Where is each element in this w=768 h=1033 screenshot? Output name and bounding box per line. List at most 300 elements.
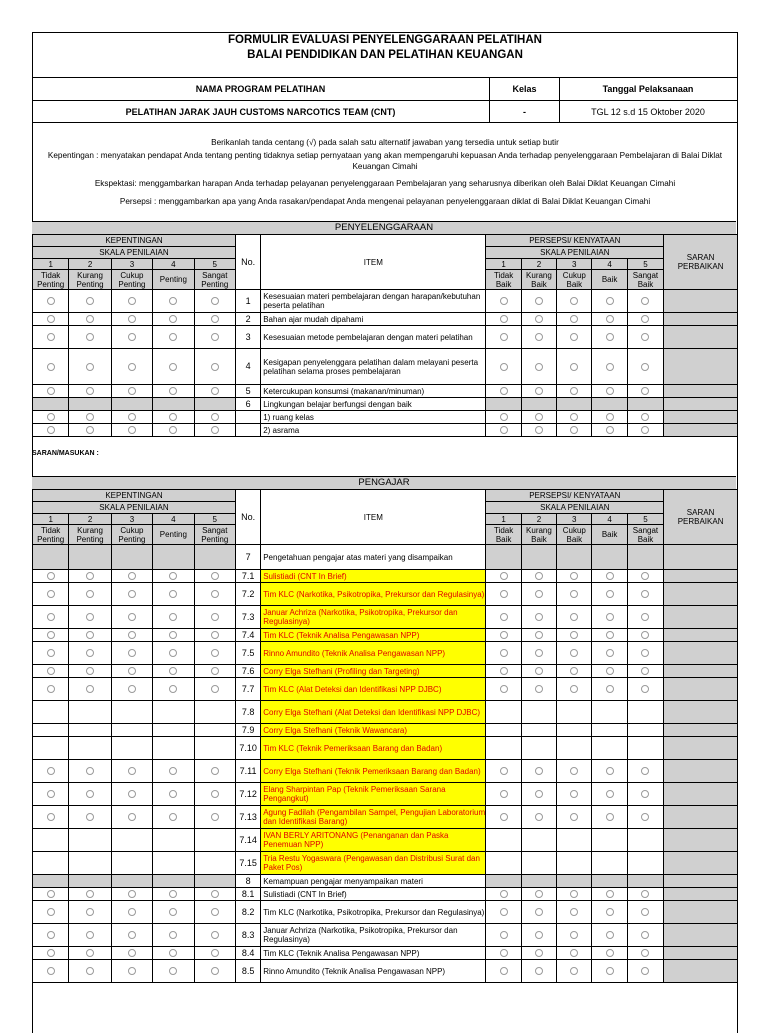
kepentingan-radio-3[interactable] <box>128 315 136 323</box>
kepentingan-radio-5[interactable] <box>211 333 219 341</box>
persepsi-radio-5-cell <box>627 313 663 326</box>
persepsi-radio-4[interactable] <box>606 333 614 341</box>
kepentingan-radio-1[interactable] <box>47 967 55 975</box>
persepsi-radio-2[interactable] <box>535 572 543 580</box>
empty-cell <box>557 545 592 570</box>
persepsi-radio-3[interactable] <box>570 426 578 434</box>
persepsi-radio-5[interactable] <box>641 667 649 675</box>
tanggal-label: Tanggal Pelaksanaan <box>602 84 694 94</box>
table-row <box>33 349 738 385</box>
kepentingan-radio-1-cell <box>33 411 69 424</box>
persepsi-radio-5[interactable] <box>641 413 649 421</box>
persepsi-radio-2[interactable] <box>535 790 543 798</box>
persepsi-radio-2[interactable] <box>535 667 543 675</box>
kepentingan-radio-4[interactable] <box>169 631 177 639</box>
table-row <box>33 678 738 701</box>
persepsi-radio-4[interactable] <box>606 297 614 305</box>
kepentingan-radio-3[interactable] <box>128 949 136 957</box>
kepentingan-radio-3[interactable] <box>128 631 136 639</box>
persepsi-radio-2[interactable] <box>535 333 543 341</box>
kepentingan-radio-5[interactable] <box>211 813 219 821</box>
kepentingan-radio-5[interactable] <box>211 649 219 657</box>
row-number-text: 2 <box>245 313 251 324</box>
persepsi-radio-5[interactable] <box>641 297 649 305</box>
kepentingan-radio-5[interactable] <box>211 767 219 775</box>
kepentingan-radio-1[interactable] <box>47 590 55 598</box>
kepentingan-radio-2[interactable] <box>86 685 94 693</box>
persepsi-radio-5-cell <box>627 570 663 583</box>
persepsi-radio-5[interactable] <box>641 790 649 798</box>
kepentingan-radio-4[interactable] <box>169 297 177 305</box>
persepsi-radio-2[interactable] <box>535 931 543 939</box>
persepsi-radio-3[interactable] <box>570 649 578 657</box>
empty-cell <box>69 852 111 875</box>
persepsi-radio-5[interactable] <box>641 333 649 341</box>
tanggal-value: TGL 12 s.d 15 Oktober 2020 <box>591 106 705 117</box>
kepentingan-radio-1[interactable] <box>47 426 55 434</box>
kepentingan-radio-3-cell <box>111 947 152 960</box>
kepentingan-radio-4[interactable] <box>169 387 177 395</box>
persepsi-radio-2[interactable] <box>535 767 543 775</box>
kepentingan-radio-2[interactable] <box>86 949 94 957</box>
scale-label: Cukup Baik <box>562 525 586 544</box>
persepsi-radio-5[interactable] <box>641 631 649 639</box>
kepentingan-radio-5-cell <box>194 665 235 678</box>
persepsi-radio-2[interactable] <box>535 649 543 657</box>
kep-scale-number <box>33 514 69 525</box>
kepentingan-radio-3[interactable] <box>128 413 136 421</box>
persepsi-radio-4[interactable] <box>606 667 614 675</box>
persepsi-radio-1[interactable] <box>500 949 508 957</box>
persepsi-radio-3[interactable] <box>570 685 578 693</box>
persepsi-radio-4[interactable] <box>606 890 614 898</box>
persepsi-radio-2[interactable] <box>535 315 543 323</box>
persepsi-radio-3[interactable] <box>570 387 578 395</box>
kepentingan-radio-4[interactable] <box>169 590 177 598</box>
kepentingan-radio-1-cell <box>33 760 69 783</box>
persepsi-label: PERSEPSI/ KENYATAAN <box>529 236 621 245</box>
kepentingan-radio-4-cell <box>153 924 194 947</box>
kepentingan-radio-2[interactable] <box>86 667 94 675</box>
persepsi-radio-3[interactable] <box>570 333 578 341</box>
kepentingan-radio-5[interactable] <box>211 387 219 395</box>
row-item-text: Tim KLC (Narkotika, Psikotropika, Prekursor dan Regulasinya) <box>263 907 485 917</box>
kepentingan-radio-1[interactable] <box>47 949 55 957</box>
persepsi-radio-3[interactable] <box>570 767 578 775</box>
persepsi-radio-4[interactable] <box>606 813 614 821</box>
kepentingan-radio-1[interactable] <box>47 387 55 395</box>
persepsi-radio-4[interactable] <box>606 387 614 395</box>
kepentingan-radio-5[interactable] <box>211 667 219 675</box>
kepentingan-radio-2[interactable] <box>86 413 94 421</box>
kepentingan-radio-2[interactable] <box>86 790 94 798</box>
persepsi-radio-1[interactable] <box>500 790 508 798</box>
persepsi-radio-4-cell <box>592 570 627 583</box>
kep-scale-number <box>153 514 194 525</box>
kepentingan-radio-4[interactable] <box>169 363 177 371</box>
kepentingan-radio-4[interactable] <box>169 949 177 957</box>
empty-cell <box>194 724 235 737</box>
item-label: ITEM <box>363 512 383 522</box>
persepsi-radio-3[interactable] <box>570 667 578 675</box>
kepentingan-radio-5[interactable] <box>211 908 219 916</box>
persepsi-radio-4[interactable] <box>606 590 614 598</box>
persepsi-radio-2[interactable] <box>535 967 543 975</box>
kepentingan-radio-4[interactable] <box>169 413 177 421</box>
kepentingan-radio-4[interactable] <box>169 908 177 916</box>
persepsi-radio-3[interactable] <box>570 413 578 421</box>
kepentingan-radio-1[interactable] <box>47 315 55 323</box>
kepentingan-radio-5-cell <box>194 760 235 783</box>
kepentingan-radio-2[interactable] <box>86 590 94 598</box>
kepentingan-radio-3[interactable] <box>128 685 136 693</box>
kepentingan-radio-5[interactable] <box>211 572 219 580</box>
persepsi-radio-3[interactable] <box>570 890 578 898</box>
persepsi-radio-5[interactable] <box>641 590 649 598</box>
kepentingan-radio-2-cell <box>69 806 111 829</box>
persepsi-radio-2[interactable] <box>535 813 543 821</box>
persepsi-radio-5[interactable] <box>641 572 649 580</box>
kepentingan-radio-3[interactable] <box>128 387 136 395</box>
persepsi-radio-1[interactable] <box>500 767 508 775</box>
kepentingan-radio-1[interactable] <box>47 767 55 775</box>
empty-cell <box>557 829 592 852</box>
kepentingan-radio-5[interactable] <box>211 297 219 305</box>
kepentingan-radio-1[interactable] <box>47 813 55 821</box>
persepsi-radio-3[interactable] <box>570 931 578 939</box>
persepsi-radio-3[interactable] <box>570 908 578 916</box>
persepsi-radio-3[interactable] <box>570 813 578 821</box>
persepsi-radio-4[interactable] <box>606 908 614 916</box>
persepsi-radio-2[interactable] <box>535 949 543 957</box>
persepsi-radio-1[interactable] <box>500 363 508 371</box>
persepsi-radio-4[interactable] <box>606 931 614 939</box>
persepsi-radio-4[interactable] <box>606 790 614 798</box>
kepentingan-radio-1[interactable] <box>47 297 55 305</box>
persepsi-radio-4[interactable] <box>606 767 614 775</box>
persepsi-radio-1[interactable] <box>500 590 508 598</box>
kepentingan-radio-2[interactable] <box>86 426 94 434</box>
kepentingan-radio-5[interactable] <box>211 590 219 598</box>
persepsi-header <box>486 490 664 502</box>
scale-label: Tidak Penting <box>37 270 65 289</box>
kepentingan-radio-2[interactable] <box>86 297 94 305</box>
persepsi-radio-4[interactable] <box>606 649 614 657</box>
kepentingan-radio-2[interactable] <box>86 363 94 371</box>
kepentingan-radio-2[interactable] <box>86 315 94 323</box>
kepentingan-radio-2[interactable] <box>86 813 94 821</box>
persepsi-radio-1[interactable] <box>500 813 508 821</box>
persepsi-radio-2[interactable] <box>535 613 543 621</box>
kepentingan-radio-4[interactable] <box>169 333 177 341</box>
row-item <box>261 349 486 385</box>
persepsi-radio-4[interactable] <box>606 572 614 580</box>
kepentingan-radio-2[interactable] <box>86 767 94 775</box>
persepsi-radio-4[interactable] <box>606 949 614 957</box>
table-row <box>33 829 738 852</box>
saran-header <box>664 235 738 290</box>
persepsi-radio-1[interactable] <box>500 315 508 323</box>
empty-cell <box>33 724 69 737</box>
persepsi-radio-5[interactable] <box>641 813 649 821</box>
kepentingan-radio-5[interactable] <box>211 931 219 939</box>
saran-cell <box>664 290 738 313</box>
persepsi-radio-2[interactable] <box>535 297 543 305</box>
scale-number: 1 <box>48 514 53 524</box>
kepentingan-radio-3[interactable] <box>128 590 136 598</box>
persepsi-radio-2[interactable] <box>535 908 543 916</box>
persepsi-radio-3[interactable] <box>570 631 578 639</box>
kepentingan-radio-5[interactable] <box>211 890 219 898</box>
kepentingan-radio-4[interactable] <box>169 767 177 775</box>
kepentingan-radio-2[interactable] <box>86 572 94 580</box>
per-scale-label <box>486 525 521 545</box>
kepentingan-radio-3[interactable] <box>128 333 136 341</box>
table-row <box>33 901 738 924</box>
persepsi-radio-2[interactable] <box>535 426 543 434</box>
persepsi-radio-1[interactable] <box>500 387 508 395</box>
persepsi-radio-3[interactable] <box>570 967 578 975</box>
persepsi-radio-1[interactable] <box>500 667 508 675</box>
persepsi-radio-3[interactable] <box>570 613 578 621</box>
header-labels-row <box>32 78 736 100</box>
persepsi-radio-5[interactable] <box>641 685 649 693</box>
kepentingan-radio-3[interactable] <box>128 667 136 675</box>
kepentingan-radio-3[interactable] <box>128 572 136 580</box>
persepsi-radio-5[interactable] <box>641 387 649 395</box>
kepentingan-radio-5[interactable] <box>211 413 219 421</box>
kepentingan-radio-1[interactable] <box>47 685 55 693</box>
kepentingan-radio-4-cell <box>153 665 194 678</box>
persepsi-radio-1[interactable] <box>500 908 508 916</box>
persepsi-radio-1[interactable] <box>500 890 508 898</box>
persepsi-radio-2[interactable] <box>535 890 543 898</box>
persepsi-radio-4[interactable] <box>606 631 614 639</box>
saran-cell <box>664 583 738 606</box>
empty-cell <box>153 398 194 411</box>
kepentingan-radio-1[interactable] <box>47 649 55 657</box>
saran-cell <box>664 545 738 570</box>
kepentingan-radio-2[interactable] <box>86 908 94 916</box>
kepentingan-radio-3[interactable] <box>128 931 136 939</box>
persepsi-radio-3[interactable] <box>570 363 578 371</box>
kepentingan-radio-2[interactable] <box>86 967 94 975</box>
persepsi-radio-2[interactable] <box>535 413 543 421</box>
persepsi-radio-1[interactable] <box>500 967 508 975</box>
kepentingan-radio-2[interactable] <box>86 890 94 898</box>
kepentingan-radio-5[interactable] <box>211 790 219 798</box>
kepentingan-radio-4[interactable] <box>169 890 177 898</box>
persepsi-radio-4[interactable] <box>606 426 614 434</box>
kepentingan-radio-3[interactable] <box>128 967 136 975</box>
kepentingan-radio-2[interactable] <box>86 333 94 341</box>
kepentingan-radio-1[interactable] <box>47 667 55 675</box>
kepentingan-radio-4-cell <box>153 313 194 326</box>
persepsi-radio-3[interactable] <box>570 572 578 580</box>
persepsi-radio-4-cell <box>592 806 627 829</box>
persepsi-radio-4[interactable] <box>606 363 614 371</box>
kepentingan-radio-5[interactable] <box>211 426 219 434</box>
row-item-text: Corry Elga Stefhani (Teknik Pemeriksaan Barang dan Badan) <box>263 766 481 776</box>
kepentingan-radio-4[interactable] <box>169 315 177 323</box>
persepsi-radio-3-cell <box>557 570 592 583</box>
kepentingan-radio-1[interactable] <box>47 890 55 898</box>
persepsi-radio-5[interactable] <box>641 315 649 323</box>
table-row <box>33 642 738 665</box>
kepentingan-radio-5-cell <box>194 583 235 606</box>
kepentingan-radio-4[interactable] <box>169 790 177 798</box>
persepsi-radio-4[interactable] <box>606 413 614 421</box>
kepentingan-radio-3[interactable] <box>128 908 136 916</box>
kepentingan-radio-2[interactable] <box>86 931 94 939</box>
kepentingan-radio-4[interactable] <box>169 931 177 939</box>
persepsi-radio-4-cell <box>592 313 627 326</box>
persepsi-radio-4[interactable] <box>606 613 614 621</box>
row-number-text: 7.1 <box>241 570 255 581</box>
kepentingan-radio-5[interactable] <box>211 631 219 639</box>
scale-label: Tidak Baik <box>493 525 514 544</box>
row-item <box>261 888 486 901</box>
kepentingan-radio-1[interactable] <box>47 631 55 639</box>
kepentingan-radio-1[interactable] <box>47 908 55 916</box>
row-item-text: Corry Elga Stefhani (Profiling dan Targeting) <box>263 666 420 676</box>
kepentingan-radio-2[interactable] <box>86 631 94 639</box>
persepsi-radio-5[interactable] <box>641 767 649 775</box>
kepentingan-radio-2[interactable] <box>86 649 94 657</box>
persepsi-radio-5[interactable] <box>641 426 649 434</box>
kepentingan-radio-3[interactable] <box>128 890 136 898</box>
row-number <box>235 545 260 570</box>
kepentingan-radio-3[interactable] <box>128 363 136 371</box>
persepsi-radio-2[interactable] <box>535 685 543 693</box>
kepentingan-radio-3[interactable] <box>128 297 136 305</box>
persepsi-radio-1[interactable] <box>500 649 508 657</box>
table-row <box>33 326 738 349</box>
persepsi-radio-4-cell <box>592 642 627 665</box>
persepsi-radio-1[interactable] <box>500 426 508 434</box>
kepentingan-radio-1[interactable] <box>47 413 55 421</box>
kepentingan-radio-4[interactable] <box>169 649 177 657</box>
scale-label: Kurang Penting <box>76 525 104 544</box>
persepsi-radio-5[interactable] <box>641 363 649 371</box>
row-item-text: Tim KLC (Teknik Analisa Pengawasan NPP) <box>263 630 420 640</box>
kepentingan-radio-3-cell <box>111 888 152 901</box>
kepentingan-radio-5[interactable] <box>211 613 219 621</box>
kepentingan-radio-5[interactable] <box>211 949 219 957</box>
persepsi-radio-3-cell <box>557 947 592 960</box>
kepentingan-radio-4[interactable] <box>169 613 177 621</box>
persepsi-radio-5[interactable] <box>641 890 649 898</box>
persepsi-radio-1[interactable] <box>500 631 508 639</box>
kepentingan-radio-2[interactable] <box>86 387 94 395</box>
persepsi-radio-5[interactable] <box>641 931 649 939</box>
kepentingan-radio-3[interactable] <box>128 649 136 657</box>
table-row <box>33 701 738 724</box>
persepsi-radio-5[interactable] <box>641 908 649 916</box>
table-header-row <box>33 490 738 502</box>
persepsi-radio-3[interactable] <box>570 790 578 798</box>
kepentingan-radio-5[interactable] <box>211 315 219 323</box>
kepentingan-radio-3[interactable] <box>128 790 136 798</box>
kep-scale-number <box>153 259 194 270</box>
kepentingan-radio-3[interactable] <box>128 426 136 434</box>
table-header-row <box>33 235 738 247</box>
persepsi-radio-1[interactable] <box>500 685 508 693</box>
persepsi-radio-2[interactable] <box>535 631 543 639</box>
row-item-text: Tim KLC (Narkotika, Psikotropika, Prekursor dan Regulasinya) <box>263 589 485 599</box>
kepentingan-radio-1[interactable] <box>47 572 55 580</box>
row-number <box>235 411 260 424</box>
persepsi-radio-1-cell <box>486 570 521 583</box>
persepsi-radio-3-cell <box>557 606 592 629</box>
scale-number: 2 <box>87 259 93 269</box>
persepsi-radio-4[interactable] <box>606 967 614 975</box>
persepsi-radio-3[interactable] <box>570 590 578 598</box>
kepentingan-radio-4-cell <box>153 385 194 398</box>
kelas-value: - <box>490 101 560 122</box>
scale-number: 2 <box>87 514 93 524</box>
empty-cell <box>69 875 111 888</box>
persepsi-radio-3[interactable] <box>570 315 578 323</box>
row-item-text: Januar Achriza (Narkotika, Psikotropika, Prekursor dan Regulasinya) <box>263 926 458 944</box>
persepsi-radio-4-cell <box>592 760 627 783</box>
kepentingan-radio-2[interactable] <box>86 613 94 621</box>
row-number-text: 7 <box>245 551 251 562</box>
persepsi-radio-3-cell <box>557 326 592 349</box>
persepsi-radio-2[interactable] <box>535 590 543 598</box>
persepsi-radio-1[interactable] <box>500 613 508 621</box>
kepentingan-radio-1[interactable] <box>47 363 55 371</box>
persepsi-radio-1[interactable] <box>500 572 508 580</box>
persepsi-radio-4[interactable] <box>606 315 614 323</box>
persepsi-radio-5[interactable] <box>641 613 649 621</box>
kepentingan-radio-4[interactable] <box>169 967 177 975</box>
kepentingan-radio-3-cell <box>111 924 152 947</box>
persepsi-radio-2[interactable] <box>535 387 543 395</box>
persepsi-radio-1[interactable] <box>500 297 508 305</box>
kepentingan-radio-4[interactable] <box>169 813 177 821</box>
kepentingan-radio-5[interactable] <box>211 967 219 975</box>
kepentingan-radio-1[interactable] <box>47 931 55 939</box>
kepentingan-radio-4[interactable] <box>169 685 177 693</box>
kepentingan-radio-3-cell <box>111 411 152 424</box>
kepentingan-radio-1[interactable] <box>47 333 55 341</box>
kepentingan-radio-5[interactable] <box>211 685 219 693</box>
kepentingan-radio-3[interactable] <box>128 613 136 621</box>
empty-cell <box>153 737 194 760</box>
kep-scale-label <box>33 270 69 290</box>
persepsi-radio-3-cell <box>557 424 592 437</box>
kepentingan-radio-3[interactable] <box>128 813 136 821</box>
kepentingan-radio-1[interactable] <box>47 613 55 621</box>
persepsi-radio-1[interactable] <box>500 413 508 421</box>
persepsi-radio-1[interactable] <box>500 931 508 939</box>
kepentingan-radio-4[interactable] <box>169 426 177 434</box>
persepsi-radio-5[interactable] <box>641 649 649 657</box>
persepsi-radio-1[interactable] <box>500 333 508 341</box>
persepsi-radio-5[interactable] <box>641 949 649 957</box>
persepsi-radio-5[interactable] <box>641 967 649 975</box>
kepentingan-radio-4[interactable] <box>169 572 177 580</box>
persepsi-radio-3[interactable] <box>570 297 578 305</box>
kepentingan-radio-3[interactable] <box>128 767 136 775</box>
kepentingan-radio-4[interactable] <box>169 667 177 675</box>
persepsi-radio-3[interactable] <box>570 949 578 957</box>
kepentingan-radio-5[interactable] <box>211 363 219 371</box>
persepsi-radio-2[interactable] <box>535 363 543 371</box>
kepentingan-radio-1[interactable] <box>47 790 55 798</box>
persepsi-radio-4[interactable] <box>606 685 614 693</box>
